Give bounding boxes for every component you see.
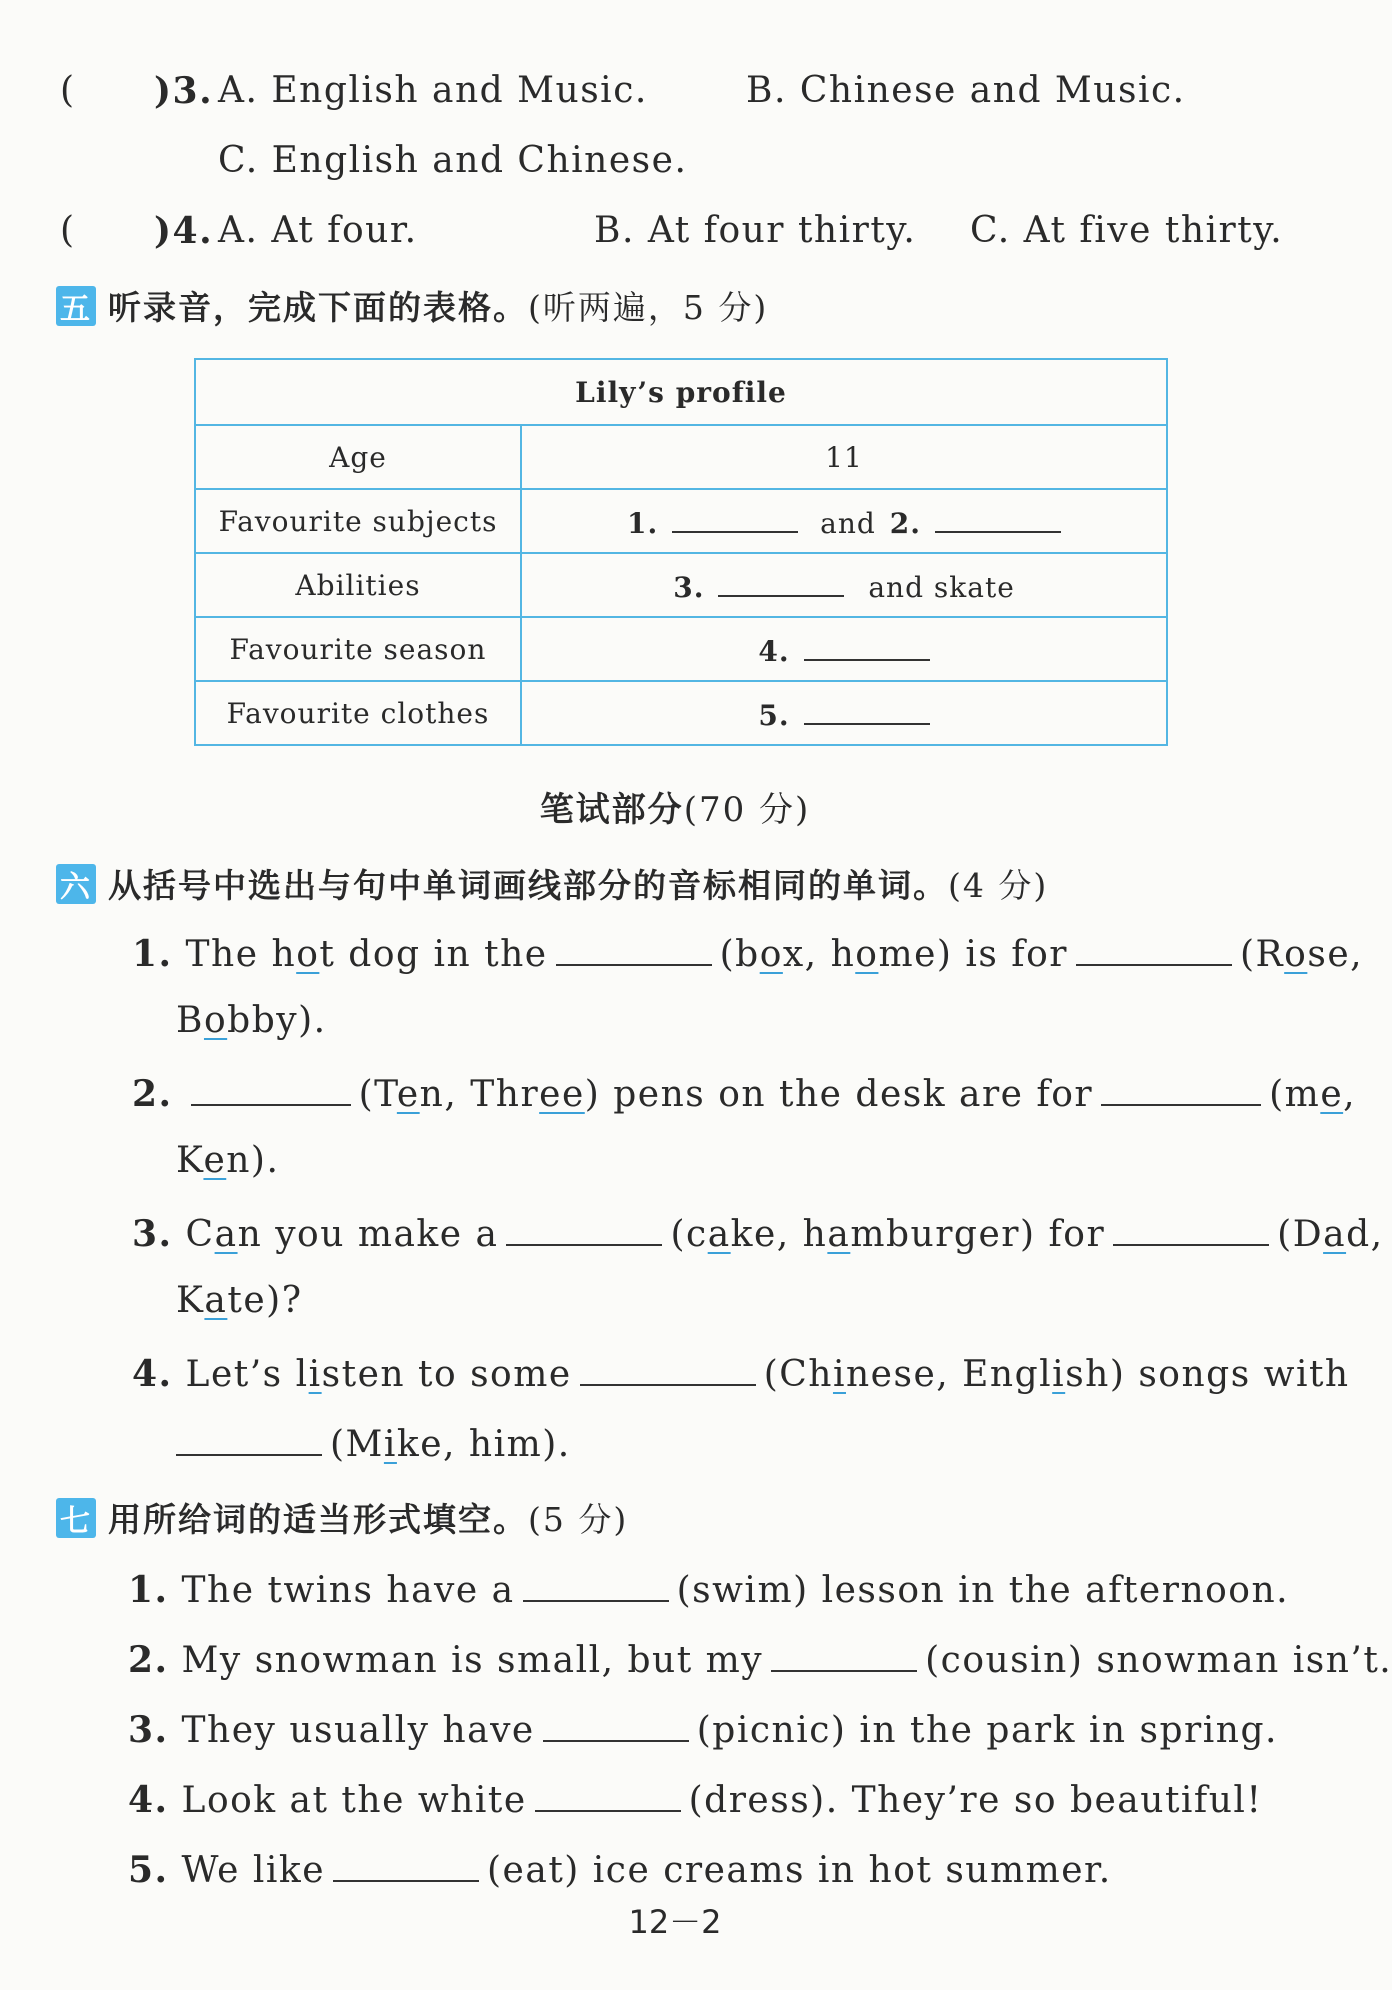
- answer-blank[interactable]: [535, 1776, 681, 1812]
- answer-blank[interactable]: [1076, 930, 1232, 966]
- answer-paren[interactable]: (: [60, 70, 75, 111]
- s7-item-5: 5. We like (eat) ice creams in hot summer.: [128, 1846, 1112, 1891]
- row-label-subjects: Favourite subjects: [195, 489, 521, 553]
- answer-paren[interactable]: (: [60, 210, 75, 251]
- answer-blank[interactable]: [556, 930, 712, 966]
- row-value-season: 4.: [521, 617, 1167, 681]
- option-b: B. At four thirty.: [594, 210, 917, 251]
- row-label-clothes: Favourite clothes: [195, 681, 521, 745]
- section-6-title: [56, 860, 1048, 907]
- s7-item-2: 2. My snowman is small, but my (cousin) snowman isn’t.: [128, 1636, 1392, 1681]
- section-5-badge: 五: [56, 286, 96, 326]
- s6-item-4-line-2: (Mike, him).: [176, 1420, 571, 1465]
- s6-item-2-line-1: 2. (Ten, Three) pens on the desk are for (me,: [132, 1070, 1356, 1115]
- s6-item-3-line-1: 3. Can you make a (cake, hamburger) for (Dad,: [132, 1210, 1384, 1255]
- section-6-badge: 六: [56, 864, 96, 904]
- row-label-age: Age: [195, 425, 521, 489]
- answer-blank[interactable]: [718, 567, 844, 597]
- section-7-badge: 七: [56, 1498, 96, 1538]
- answer-blank[interactable]: [543, 1706, 689, 1742]
- s6-item-1-line-2: Bobby).: [176, 1000, 327, 1041]
- row-value-clothes: 5.: [521, 681, 1167, 745]
- s6-item-3-line-2: Kate)?: [176, 1280, 303, 1321]
- section-7-instruction: 用所给词的适当形式填空。: [108, 1500, 528, 1539]
- s6-item-1-line-1: 1. The hot dog in the (box, home) is for (Rose,: [132, 930, 1363, 975]
- answer-blank[interactable]: [771, 1636, 917, 1672]
- option-b: B. Chinese and Music.: [746, 70, 1186, 111]
- s7-item-4: 4. Look at the white (dress). They’re so beautiful!: [128, 1776, 1262, 1821]
- option-a: A. At four.: [218, 210, 418, 251]
- answer-blank[interactable]: [580, 1350, 756, 1386]
- answer-blank[interactable]: [176, 1420, 322, 1456]
- section-5-score: (听两遍，5 分): [528, 288, 769, 327]
- question-number: )3.: [154, 70, 214, 112]
- answer-blank[interactable]: [935, 503, 1061, 533]
- profile-table-title: Lily’s profile: [195, 359, 1167, 425]
- answer-blank[interactable]: [1113, 1210, 1269, 1246]
- row-value-subjects: 1. and 2.: [521, 489, 1167, 553]
- written-part-title: 笔试部分(70 分): [539, 790, 811, 830]
- section-5-instruction: 听录音，完成下面的表格。: [108, 288, 528, 327]
- section-6-score: (4 分): [948, 866, 1049, 905]
- answer-blank[interactable]: [804, 631, 930, 661]
- answer-blank[interactable]: [333, 1846, 479, 1882]
- option-a: A. English and Music.: [218, 70, 648, 111]
- answer-blank[interactable]: [506, 1210, 662, 1246]
- s7-item-1: 1. The twins have a (swim) lesson in the afternoon.: [128, 1566, 1289, 1611]
- option-c: C. At five thirty.: [970, 210, 1284, 251]
- row-value-age: 11: [521, 425, 1167, 489]
- page-number: 12－2: [628, 1903, 722, 1941]
- row-label-abilities: Abilities: [195, 553, 521, 617]
- section-7-title: [56, 1494, 628, 1541]
- answer-blank[interactable]: [804, 695, 930, 725]
- option-c: C. English and Chinese.: [218, 140, 688, 181]
- profile-table: [194, 358, 1168, 746]
- row-label-season: Favourite season: [195, 617, 521, 681]
- s6-item-4-line-1: 4. Let’s listen to some (Chinese, English) songs with: [132, 1350, 1350, 1395]
- s7-item-3: 3. They usually have (picnic) in the park in spring.: [128, 1706, 1278, 1751]
- s6-item-2-line-2: Ken).: [176, 1140, 280, 1181]
- answer-blank[interactable]: [1101, 1070, 1261, 1106]
- question-number: )4.: [154, 210, 214, 252]
- section-7-score: (5 分): [528, 1500, 629, 1539]
- row-value-abilities: 3. and skate: [521, 553, 1167, 617]
- answer-blank[interactable]: [523, 1566, 669, 1602]
- section-5-title: [56, 282, 768, 329]
- answer-blank[interactable]: [191, 1070, 351, 1106]
- section-6-instruction: 从括号中选出与句中单词画线部分的音标相同的单词。: [108, 866, 948, 905]
- answer-blank[interactable]: [672, 503, 798, 533]
